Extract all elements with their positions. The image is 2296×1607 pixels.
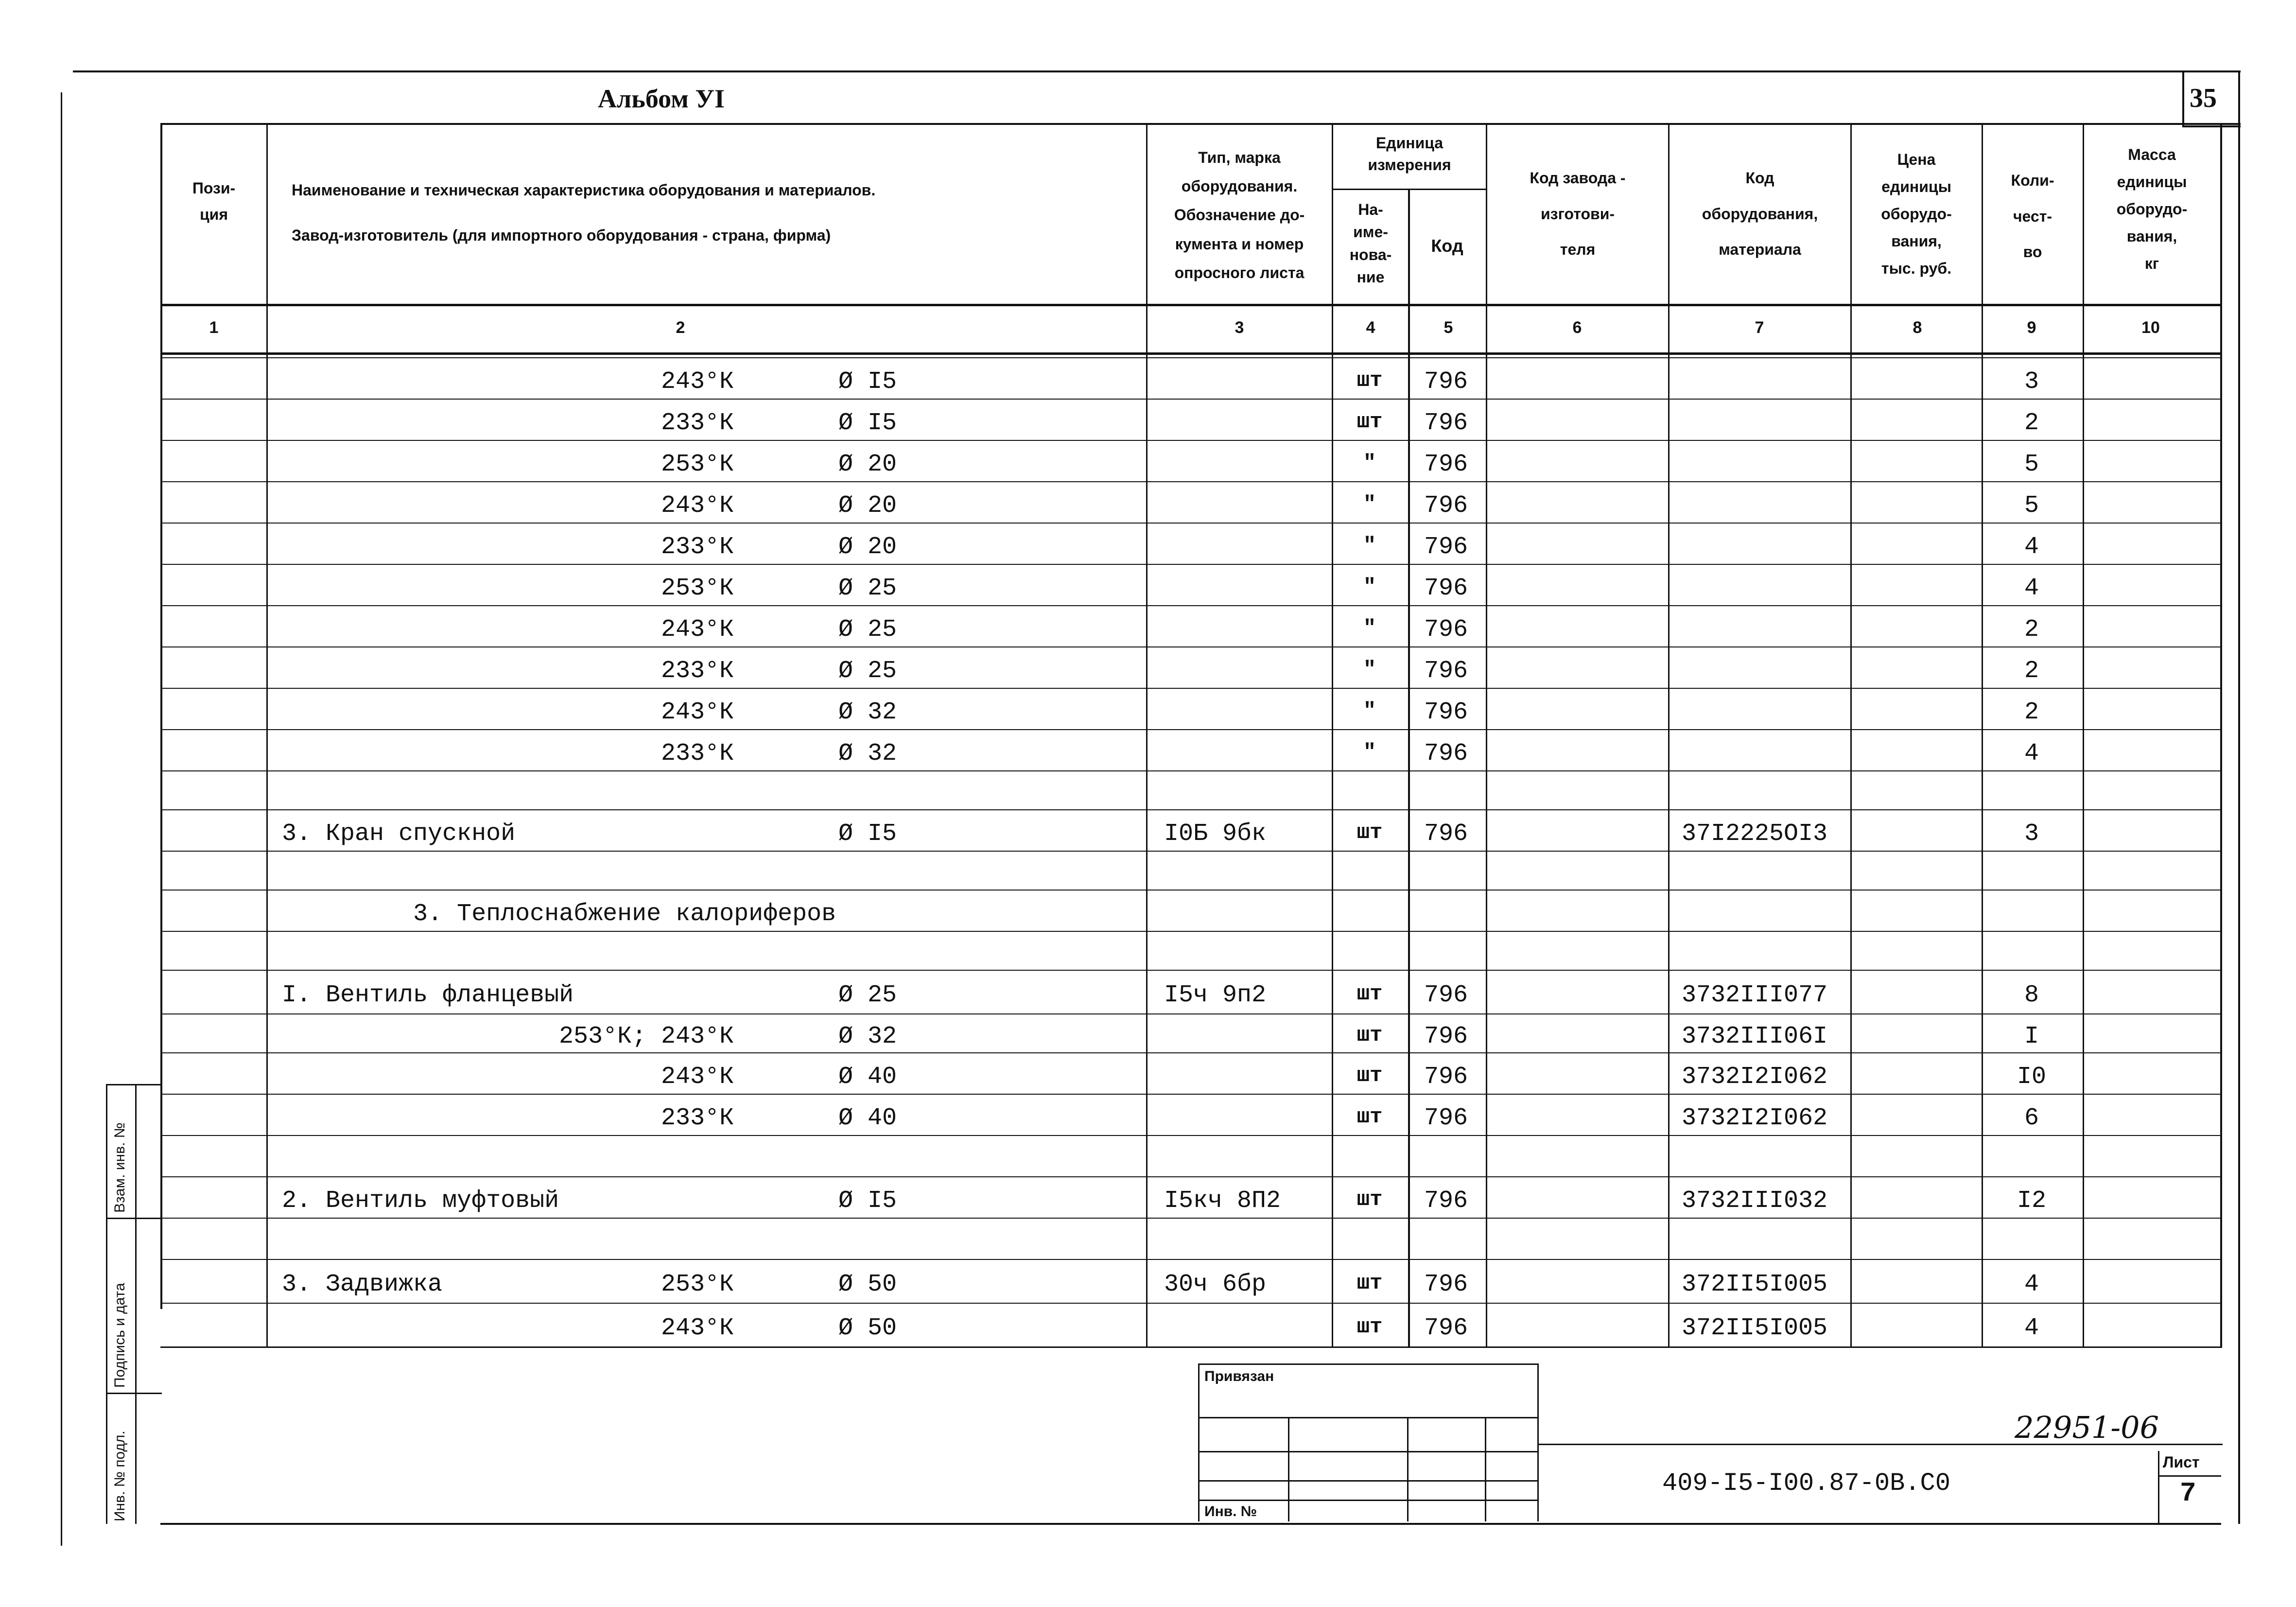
cell-code: 796 xyxy=(1424,820,1468,848)
cell-qty: 3 xyxy=(2024,820,2039,848)
cell-qty: 4 xyxy=(2024,740,2039,768)
cell-spec: 243°К xyxy=(661,1063,734,1091)
cell-dia: Ø 20 xyxy=(838,451,897,478)
col-sep-3 xyxy=(1332,123,1333,1348)
row-separator xyxy=(160,399,2221,400)
cell-type: 30ч 6бр xyxy=(1164,1271,1267,1298)
cell-qty: I xyxy=(2024,1023,2039,1050)
cell-code: 796 xyxy=(1424,657,1468,685)
cell-spec: 243°К xyxy=(661,699,734,726)
col-number-6: 6 xyxy=(1572,318,1582,337)
side-stamp-signature: Подпись и дата xyxy=(112,1283,128,1388)
col-number-7: 7 xyxy=(1755,318,1764,337)
cell-spec: 243°К xyxy=(661,492,734,520)
cell-qty: 2 xyxy=(2024,699,2039,726)
row-separator xyxy=(160,646,2221,647)
cell-dia: Ø I5 xyxy=(838,1187,897,1215)
cell-unit: шт xyxy=(1357,821,1383,845)
cell-qty: 4 xyxy=(2024,575,2039,602)
cell-unit: " xyxy=(1363,451,1376,475)
cell-code: 796 xyxy=(1424,1314,1468,1342)
cell-name: 2. Вентиль муфтовый xyxy=(282,1187,559,1215)
col-sep-1 xyxy=(266,123,268,1348)
inv-label: Инв. № xyxy=(1204,1503,1257,1520)
col-number-2: 2 xyxy=(676,318,685,337)
tie-col-1 xyxy=(1288,1417,1289,1521)
cell-spec: 253°К xyxy=(661,451,734,478)
cell-qty: I2 xyxy=(2017,1187,2046,1215)
cell-qty: 8 xyxy=(2024,981,2039,1009)
header-position: Пози- ция xyxy=(192,179,236,224)
row-separator xyxy=(160,1218,2221,1219)
cell-code: 796 xyxy=(1424,368,1468,396)
col-sep-8 xyxy=(1982,123,1983,1348)
cell-mat: 3732I2I062 xyxy=(1682,1063,1828,1091)
row-separator xyxy=(160,523,2221,524)
cell-unit: шт xyxy=(1357,410,1383,434)
cell-code: 796 xyxy=(1424,575,1468,602)
cell-mat: 3732I2I062 xyxy=(1682,1104,1828,1132)
cell-unit: шт xyxy=(1357,1105,1383,1129)
table-bottom xyxy=(160,1346,2221,1348)
side-stamp-top xyxy=(106,1084,162,1085)
col-sep-6 xyxy=(1668,123,1670,1348)
sheet-number: 7 xyxy=(2180,1478,2196,1509)
header-unit-group: Единица измерения xyxy=(1368,134,1451,174)
side-stamp-vzam: Взам. инв. № xyxy=(112,1122,128,1213)
cell-mat: 3732III06I xyxy=(1682,1023,1828,1050)
cell-qty: 5 xyxy=(2024,451,2039,478)
cell-code: 796 xyxy=(1424,616,1468,644)
cell-dia: Ø 25 xyxy=(838,981,897,1009)
cell-code: 796 xyxy=(1424,492,1468,520)
album-title: Альбом УI xyxy=(598,84,725,113)
cell-spec: 233°К xyxy=(661,1104,734,1132)
side-stamp-left xyxy=(106,1084,107,1524)
cell-unit: шт xyxy=(1357,982,1383,1006)
col-sep-4 xyxy=(1408,190,1410,1346)
cell-mat: 372II5I005 xyxy=(1682,1271,1828,1298)
cell-dia: Ø 40 xyxy=(838,1063,897,1091)
col-number-10: 10 xyxy=(2141,318,2160,337)
tie-row-2 xyxy=(1198,1451,1538,1452)
cell-spec: 233°К xyxy=(661,740,734,768)
side-stamp-inv: Инв. № подл. xyxy=(112,1431,128,1521)
table-top xyxy=(160,123,2241,125)
cell-code: 796 xyxy=(1424,409,1468,437)
row-separator xyxy=(160,1303,2221,1304)
cell-spec: 233°К xyxy=(661,533,734,561)
row-separator xyxy=(160,1094,2221,1095)
cell-qty: 4 xyxy=(2024,1271,2039,1298)
side-stamp-div-1 xyxy=(106,1218,162,1219)
cell-code: 796 xyxy=(1424,1063,1468,1091)
header-bottom xyxy=(160,304,2221,306)
col-sep-5 xyxy=(1486,123,1487,1348)
col-number-1: 1 xyxy=(209,318,219,337)
cell-type: I5кч 8П2 xyxy=(1164,1187,1281,1215)
header-price: Цена единицы оборудо- вания, тыс. руб. xyxy=(1881,151,1952,277)
cell-dia: Ø 40 xyxy=(838,1104,897,1132)
cell-mat: 3732III077 xyxy=(1682,981,1828,1009)
col-sep-2 xyxy=(1146,123,1148,1348)
side-stamp-mid xyxy=(135,1084,137,1524)
col-number-8: 8 xyxy=(1913,318,1922,337)
sheet-box-divider xyxy=(2158,1475,2221,1477)
cell-dia: Ø 32 xyxy=(838,740,897,768)
cell-unit: " xyxy=(1363,492,1376,517)
cell-dia: Ø I5 xyxy=(838,368,897,396)
cell-type: I5ч 9п2 xyxy=(1164,981,1267,1009)
cell-dia: Ø I5 xyxy=(838,409,897,437)
header-type: Тип, марка оборудования. Обозначение до- кумента и номер опросного листа xyxy=(1174,149,1305,281)
cell-unit: " xyxy=(1363,575,1376,599)
cell-dia: Ø 50 xyxy=(838,1271,897,1298)
tie-col-3 xyxy=(1485,1417,1486,1521)
header-plant-code: Код завода - изготови- теля xyxy=(1530,169,1626,259)
cell-qty: 4 xyxy=(2024,533,2039,561)
col-number-9: 9 xyxy=(2027,318,2036,337)
cell-code: 796 xyxy=(1424,1023,1468,1050)
cell-mat: 372II5I005 xyxy=(1682,1314,1828,1342)
cell-mat: 37I2225OI3 xyxy=(1682,820,1828,848)
cell-qty: 6 xyxy=(2024,1104,2039,1132)
cell-dia: Ø 50 xyxy=(838,1314,897,1342)
cell-dia: Ø 25 xyxy=(838,657,897,685)
frame-bottom xyxy=(160,1523,2221,1525)
row-separator xyxy=(160,688,2221,689)
cell-spec: 243°К xyxy=(661,1314,734,1342)
cell-name: 3. Кран спускной xyxy=(282,820,516,848)
tie-row-1 xyxy=(1198,1417,1538,1418)
tie-box-top xyxy=(1198,1363,1538,1365)
cell-dia: Ø 20 xyxy=(838,492,897,520)
cell-unit: шт xyxy=(1357,1271,1383,1295)
cell-dia: Ø 20 xyxy=(838,533,897,561)
cell-spec: 253°К xyxy=(661,575,734,602)
col-number-4: 4 xyxy=(1366,318,1375,337)
row-separator xyxy=(160,1052,2221,1053)
sheet-label: Лист xyxy=(2163,1453,2200,1471)
row-separator xyxy=(160,605,2221,606)
cell-unit: " xyxy=(1363,699,1376,723)
cell-name: 3. Теплоснабжение калориферов xyxy=(282,900,836,928)
row-separator xyxy=(160,729,2221,730)
row-separator xyxy=(160,970,2221,971)
row-separator xyxy=(160,481,2221,482)
unit-group-divider xyxy=(1332,189,1487,190)
row-separator xyxy=(160,357,2221,358)
cell-qty: 4 xyxy=(2024,1314,2039,1342)
cell-qty: 3 xyxy=(2024,368,2039,396)
cell-dia: Ø 32 xyxy=(838,1023,897,1050)
cell-code: 796 xyxy=(1424,740,1468,768)
cell-unit: шт xyxy=(1357,1315,1383,1339)
row-separator xyxy=(160,809,2221,810)
tie-label: Привязан xyxy=(1204,1368,1274,1384)
cell-qty: 2 xyxy=(2024,409,2039,437)
row-separator xyxy=(160,851,2221,852)
tie-col-2 xyxy=(1407,1417,1409,1521)
cell-spec: 243°К xyxy=(661,616,734,644)
cell-unit: " xyxy=(1363,658,1376,682)
page-number: 35 xyxy=(2190,83,2217,113)
cell-dia: Ø I5 xyxy=(838,820,897,848)
cell-qty: 2 xyxy=(2024,616,2039,644)
header-quantity: Коли- чест- во xyxy=(2011,172,2054,261)
cell-code: 796 xyxy=(1424,1271,1468,1298)
cell-unit: шт xyxy=(1357,368,1383,393)
cell-dia: Ø 25 xyxy=(838,616,897,644)
header-unit-code: Код xyxy=(1431,236,1463,256)
sheet-box-left xyxy=(2158,1451,2159,1524)
tie-row-4 xyxy=(1198,1500,1538,1501)
document-code: 409-I5-I00.87-0B.C0 xyxy=(1662,1469,1950,1498)
header-mass: Масса единицы оборудо- вания, кг xyxy=(2116,146,2188,272)
cell-spec: 243°К xyxy=(661,368,734,396)
page-box-bottom xyxy=(2182,125,2241,127)
numbers-bottom xyxy=(160,352,2221,355)
cell-spec: 253°К xyxy=(661,1271,734,1298)
handwritten-number: 22951-06 xyxy=(2015,1410,2159,1445)
row-separator xyxy=(160,770,2221,771)
header-equipment-code: Код оборудования, материала xyxy=(1702,169,1818,259)
side-stamp-div-2 xyxy=(106,1393,162,1394)
col-sep-9 xyxy=(2083,123,2084,1348)
top-border xyxy=(73,70,2241,72)
cell-code: 796 xyxy=(1424,533,1468,561)
row-separator xyxy=(160,564,2221,565)
page-box-left xyxy=(2182,70,2184,126)
cell-unit: шт xyxy=(1357,1188,1383,1212)
cell-code: 796 xyxy=(1424,1187,1468,1215)
row-separator xyxy=(160,931,2221,932)
col-sep-7 xyxy=(1850,123,1852,1348)
cell-spec: 253°К; 243°К xyxy=(558,1023,734,1050)
cell-type: I0Б 9бк xyxy=(1164,820,1267,848)
cell-spec: 233°К xyxy=(661,657,734,685)
header-name: Наименование и техническая характеристика оборудования и материалов. Завод-изготовитель (для импортного оборудования - страна, фирма) xyxy=(292,181,876,244)
cell-unit: шт xyxy=(1357,1023,1383,1048)
tie-box-left xyxy=(1198,1363,1200,1521)
right-border xyxy=(2238,70,2240,1524)
cell-unit: " xyxy=(1363,616,1376,641)
tie-row-3 xyxy=(1198,1480,1538,1482)
left-margin-line xyxy=(61,92,62,1546)
cell-code: 796 xyxy=(1424,981,1468,1009)
cell-mat: 3732III032 xyxy=(1682,1187,1828,1215)
tie-box-right xyxy=(1537,1363,1539,1521)
table-right xyxy=(2220,123,2222,1348)
cell-spec: 233°К xyxy=(661,409,734,437)
cell-qty: 2 xyxy=(2024,657,2039,685)
col-number-5: 5 xyxy=(1444,318,1453,337)
cell-name: 3. Задвижка xyxy=(282,1271,443,1298)
col-number-3: 3 xyxy=(1235,318,1244,337)
cell-unit: " xyxy=(1363,740,1376,765)
cell-code: 796 xyxy=(1424,451,1468,478)
row-separator xyxy=(160,440,2221,441)
cell-code: 796 xyxy=(1424,1104,1468,1132)
row-separator xyxy=(160,1259,2221,1260)
cell-qty: 5 xyxy=(2024,492,2039,520)
row-separator xyxy=(160,1176,2221,1177)
row-separator xyxy=(160,1135,2221,1136)
cell-dia: Ø 25 xyxy=(838,575,897,602)
cell-qty: I0 xyxy=(2017,1063,2046,1091)
row-separator xyxy=(160,1013,2221,1014)
cell-code: 796 xyxy=(1424,699,1468,726)
cell-unit: шт xyxy=(1357,1064,1383,1088)
table-left xyxy=(160,123,162,1309)
cell-unit: " xyxy=(1363,534,1376,558)
cell-name: I. Вентиль фланцевый xyxy=(282,981,574,1009)
row-separator xyxy=(160,890,2221,891)
cell-dia: Ø 32 xyxy=(838,699,897,726)
header-unit-name: На- име- нова- ние xyxy=(1349,201,1392,286)
